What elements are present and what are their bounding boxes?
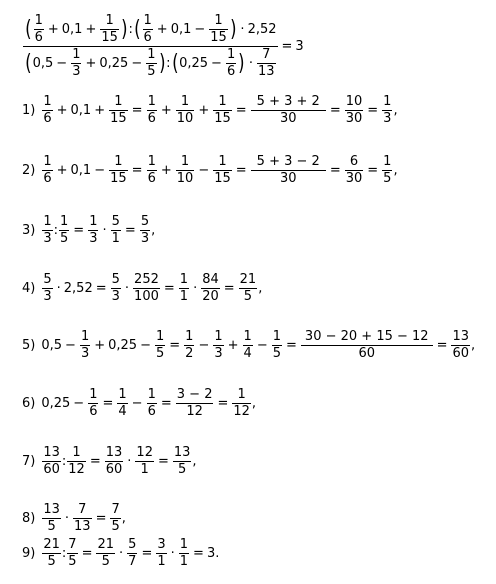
fraction [176, 95, 195, 126]
numerator: 1 [179, 537, 189, 552]
numerator: 1 [114, 154, 123, 169]
denominator: 3 [80, 346, 90, 361]
denominator: 5 [147, 64, 156, 79]
operator: · [240, 21, 245, 37]
numerator: 1 [105, 13, 114, 28]
parenthesis: ( [25, 16, 32, 42]
fraction [100, 14, 119, 45]
numerator: 1 [214, 329, 223, 344]
fraction [73, 503, 92, 534]
operator: = [131, 103, 143, 118]
numerator: 5 + 3 − 2 [256, 154, 320, 169]
parenthesis: ) [158, 50, 166, 76]
denominator: 60 [358, 346, 376, 361]
math-term: , [251, 396, 257, 411]
numerator: 1 [72, 445, 81, 460]
numerator: 13 [173, 445, 191, 460]
numerator: 7 [78, 502, 87, 517]
operator: = [235, 103, 247, 118]
fraction [243, 330, 253, 361]
operator: = [193, 546, 204, 561]
operator: = [124, 223, 136, 238]
numerator: 13 [105, 445, 123, 460]
math-term: , [258, 281, 263, 296]
fraction [251, 155, 326, 186]
step-label: 7) [22, 454, 36, 469]
fraction [173, 446, 192, 477]
operator: = [329, 103, 341, 118]
fraction [111, 215, 121, 246]
numerator: 1 [237, 387, 246, 402]
math-term: 0,25 [108, 338, 138, 353]
denominator: 1 [157, 554, 166, 569]
numerator: 3 − 2 [176, 387, 213, 402]
fraction [96, 538, 115, 569]
step-label: 9) [22, 546, 36, 561]
denominator: 15 [214, 171, 231, 186]
fraction [226, 48, 236, 79]
denominator: 5 [178, 462, 187, 477]
numerator: 1 [185, 329, 194, 344]
numerator: 1 [218, 154, 227, 169]
numerator: 1 [179, 272, 189, 287]
math-term: 0,1 [70, 103, 92, 118]
denominator: 7 [128, 554, 137, 569]
numerator: 84 [202, 272, 219, 287]
denominator: 5 [47, 554, 56, 569]
denominator: 5 [155, 346, 165, 361]
operator: = [163, 281, 175, 296]
denominator: 1 [111, 231, 120, 246]
fraction [451, 330, 470, 361]
denominator: 3 [43, 289, 52, 304]
numerator: 5 [128, 537, 137, 552]
step-label: 6) [22, 396, 36, 411]
math-term: 3 [206, 546, 216, 561]
math-term: 2,52 [63, 281, 93, 296]
fraction [345, 155, 364, 186]
denominator: 15 [101, 30, 118, 45]
step-9 [22, 538, 219, 569]
fraction [67, 538, 77, 569]
denominator: 5 [111, 519, 120, 534]
operator: = [169, 338, 181, 353]
numerator: 13 [452, 329, 470, 344]
operator: + [85, 21, 97, 37]
numerator: 1 [60, 214, 69, 229]
numerator: 13 [43, 502, 60, 517]
numerator: 12 [136, 445, 153, 460]
fraction [42, 95, 52, 126]
fraction [176, 388, 214, 419]
parenthesis: ) [229, 16, 237, 42]
denominator: 6 [89, 404, 98, 419]
numerator: 1 [80, 329, 90, 344]
denominator: 6 [226, 64, 236, 79]
fraction [156, 538, 166, 569]
denominator: 3 [140, 231, 150, 246]
numerator: 1 [180, 94, 190, 109]
parenthesis: ( [25, 50, 32, 76]
numerator: 1 [43, 94, 52, 109]
math-term: : [61, 454, 67, 469]
denominator: 5 [47, 519, 56, 534]
numerator: 1 [89, 387, 98, 402]
fraction [176, 155, 195, 186]
operator: − [94, 163, 106, 178]
denominator: 60 [43, 462, 60, 477]
math-term: , [393, 163, 398, 178]
operator: = [81, 546, 93, 561]
denominator: 6 [43, 111, 52, 126]
denominator: 1 [179, 554, 189, 569]
numerator: 21 [97, 537, 115, 552]
denominator: 6 [147, 404, 156, 419]
fraction [146, 48, 156, 79]
numerator: 7 [262, 47, 271, 62]
fraction [105, 446, 124, 477]
fraction [209, 14, 228, 45]
math-term: 0,25 [41, 396, 71, 411]
denominator: 20 [202, 289, 219, 304]
numerator: 1 [143, 13, 152, 28]
math-term: , [151, 223, 156, 238]
denominator: 1 [140, 462, 149, 477]
math-term: , [393, 103, 398, 118]
denominator: 3 [72, 64, 81, 79]
step-label: 4) [22, 281, 36, 296]
denominator: 5 [383, 171, 392, 186]
step-8 [22, 503, 126, 534]
fraction [147, 388, 157, 419]
step-label: 8) [22, 511, 36, 526]
fraction [88, 388, 98, 419]
numerator: 7 [68, 537, 77, 552]
parenthesis: ) [238, 50, 245, 76]
fraction [117, 388, 127, 419]
main-numerator: ( 1 6 + 0,1 + 1 15 ) : ( 1 6 + 0,1 − 1 15 ) · 2,52 [25, 13, 277, 45]
operator: = [73, 223, 85, 238]
step-5 [22, 330, 475, 361]
operator: − [198, 338, 210, 353]
operator: − [140, 338, 151, 353]
numerator: 1 [272, 329, 282, 344]
operator: + [94, 338, 106, 353]
math-term: , [121, 511, 126, 526]
operator: · [170, 546, 175, 561]
operator: − [56, 55, 68, 71]
fraction [345, 95, 364, 126]
operator: + [56, 103, 68, 118]
denominator: 15 [214, 111, 231, 126]
numerator: 1 [43, 154, 52, 169]
fraction [111, 273, 121, 304]
fraction [201, 273, 220, 304]
denominator: 100 [134, 289, 159, 304]
fraction [109, 155, 128, 186]
operator: = [95, 511, 107, 526]
operator: · [119, 546, 124, 561]
operator: = [436, 338, 448, 353]
operator: + [94, 103, 106, 118]
step-4 [22, 273, 262, 304]
denominator: 60 [452, 346, 470, 361]
fraction [213, 155, 232, 186]
numerator: 1 [155, 329, 165, 344]
operator: − [131, 55, 143, 71]
denominator: 6 [147, 171, 156, 186]
step-1 [22, 95, 398, 126]
denominator: 4 [118, 404, 127, 419]
fraction [213, 95, 232, 126]
operator: = [89, 454, 101, 469]
operator: · [56, 281, 61, 296]
fraction [179, 273, 189, 304]
step-label: 1) [22, 103, 36, 118]
parenthesis: ( [171, 50, 179, 76]
main-denominator: ( 0,5 − 1 3 + 0,25 − 1 5 ) : ( 0,25 − 1 6 ) · 7 13 [25, 47, 275, 79]
numerator: 21 [43, 537, 60, 552]
denominator: 30 [345, 171, 363, 186]
fraction [135, 446, 154, 477]
operator: · [124, 281, 130, 296]
operator: + [47, 21, 59, 37]
math-term: : [61, 546, 67, 561]
numerator: 5 [43, 272, 52, 287]
numerator: 1 [147, 387, 156, 402]
denominator: 5 [101, 554, 110, 569]
numerator: 7 [111, 502, 120, 517]
numerator: 1 [147, 47, 156, 62]
denominator: 3 [111, 289, 120, 304]
math-term: . [215, 546, 220, 561]
numerator: 1 [218, 94, 227, 109]
denominator: 12 [186, 404, 203, 419]
numerator: 1 [147, 94, 156, 109]
parenthesis: ) [120, 16, 128, 42]
fraction [67, 446, 86, 477]
fraction [232, 388, 251, 419]
math-term: , [192, 454, 197, 469]
fraction [42, 273, 52, 304]
fraction [147, 155, 157, 186]
fraction [42, 503, 61, 534]
numerator: 1 [147, 154, 156, 169]
fraction [34, 14, 44, 45]
fraction [80, 330, 90, 361]
numerator: 1 [118, 387, 127, 402]
denominator: 10 [176, 171, 194, 186]
operator: − [73, 396, 85, 411]
denominator: 12 [233, 404, 250, 419]
operator: · [64, 511, 70, 526]
operator: = [217, 396, 229, 411]
fraction [147, 95, 157, 126]
operator: = [141, 546, 153, 561]
denominator: 6 [34, 30, 43, 45]
operator: · [102, 223, 107, 238]
operator: + [56, 163, 68, 178]
fraction [42, 215, 52, 246]
denominator: 1 [179, 289, 189, 304]
operator: = [367, 103, 379, 118]
fraction [42, 538, 61, 569]
operator: = [157, 454, 169, 469]
numerator: 1 [383, 154, 392, 169]
denominator: 15 [110, 111, 127, 126]
denominator: 2 [185, 346, 194, 361]
numerator: 1 [226, 47, 236, 62]
fraction [382, 155, 392, 186]
numerator: 13 [43, 445, 60, 460]
fraction [110, 503, 120, 534]
operator: = [286, 338, 297, 353]
operator: − [194, 21, 206, 37]
numerator: 21 [239, 272, 257, 287]
step-3 [22, 215, 155, 246]
denominator: 6 [143, 30, 152, 45]
numerator: 3 [157, 537, 166, 552]
math-term: 0,5 [41, 338, 63, 353]
step-label: 3) [22, 223, 36, 238]
fraction [179, 538, 189, 569]
operator: = [281, 39, 293, 54]
numerator: 5 [140, 214, 150, 229]
fraction [239, 273, 258, 304]
math-term: 0,1 [70, 163, 92, 178]
operator: + [227, 338, 239, 353]
step-label: 5) [22, 338, 36, 353]
operator: = [131, 163, 143, 178]
operator: = [160, 396, 172, 411]
numerator: 1 [43, 214, 52, 229]
denominator: 5 [60, 231, 69, 246]
denominator: 15 [110, 171, 127, 186]
parenthesis: ( [133, 16, 141, 42]
fraction [155, 330, 165, 361]
operator: = [329, 163, 341, 178]
fraction [213, 330, 223, 361]
numerator: 1 [214, 13, 223, 28]
operator: + [160, 103, 172, 118]
fraction [42, 155, 52, 186]
operator: + [156, 21, 168, 37]
math-term: , [471, 338, 476, 353]
denominator: 30 [345, 111, 363, 126]
numerator: 1 [72, 47, 81, 62]
main-fraction [23, 14, 278, 79]
denominator: 3 [214, 346, 223, 361]
fraction [127, 538, 137, 569]
fraction [140, 215, 150, 246]
step-2 [22, 155, 398, 186]
denominator: 13 [74, 519, 91, 534]
fraction [88, 215, 98, 246]
operator: = [235, 163, 247, 178]
fraction [59, 215, 69, 246]
fraction [257, 48, 276, 79]
operator: = [95, 281, 107, 296]
operator: · [193, 281, 198, 296]
fraction [71, 48, 81, 79]
operator: · [127, 454, 132, 469]
denominator: 5 [243, 289, 253, 304]
numerator: 5 [111, 272, 120, 287]
denominator: 5 [68, 554, 77, 569]
denominator: 6 [147, 111, 156, 126]
operator: = [102, 396, 114, 411]
operator: − [198, 163, 210, 178]
denominator: 4 [243, 346, 252, 361]
operator: + [85, 55, 97, 71]
denominator: 15 [210, 30, 227, 45]
numerator: 5 + 3 + 2 [256, 94, 320, 109]
denominator: 30 [279, 171, 297, 186]
denominator: 13 [257, 64, 275, 79]
operator: = [367, 163, 379, 178]
fraction [143, 14, 153, 45]
operator: + [160, 163, 172, 178]
numerator: 1 [89, 214, 98, 229]
step-7 [22, 446, 197, 477]
math-term: : [53, 223, 59, 238]
fraction [251, 95, 326, 126]
numerator: 1 [114, 94, 123, 109]
numerator: 1 [243, 329, 252, 344]
numerator: 10 [345, 94, 363, 109]
fraction [133, 273, 160, 304]
fraction [109, 95, 128, 126]
operator: − [256, 338, 268, 353]
denominator: 3 [43, 231, 52, 246]
numerator: 30 − 20 + 15 − 12 [304, 329, 429, 344]
operator: = [223, 281, 235, 296]
main-equation [22, 14, 304, 79]
operator: − [131, 396, 143, 411]
denominator: 60 [105, 462, 123, 477]
step-label: 2) [22, 163, 36, 178]
numerator: 6 [349, 154, 359, 169]
denominator: 3 [383, 111, 392, 126]
operator: · [248, 55, 253, 71]
main-result: 3 [295, 39, 304, 54]
numerator: 1 [383, 94, 392, 109]
fraction [184, 330, 194, 361]
denominator: 30 [279, 111, 297, 126]
fraction [42, 446, 61, 477]
denominator: 6 [43, 171, 52, 186]
denominator: 10 [176, 111, 194, 126]
numerator: 1 [34, 13, 43, 28]
denominator: 12 [68, 462, 85, 477]
denominator: 3 [89, 231, 98, 246]
operator: − [65, 338, 76, 353]
numerator: 252 [134, 272, 159, 287]
fraction [382, 95, 392, 126]
numerator: 5 [111, 214, 120, 229]
operator: − [211, 55, 222, 71]
step-6 [22, 388, 256, 419]
operator: + [198, 103, 210, 118]
fraction [301, 330, 433, 361]
numerator: 1 [180, 154, 190, 169]
fraction [272, 330, 282, 361]
denominator: 5 [272, 346, 282, 361]
